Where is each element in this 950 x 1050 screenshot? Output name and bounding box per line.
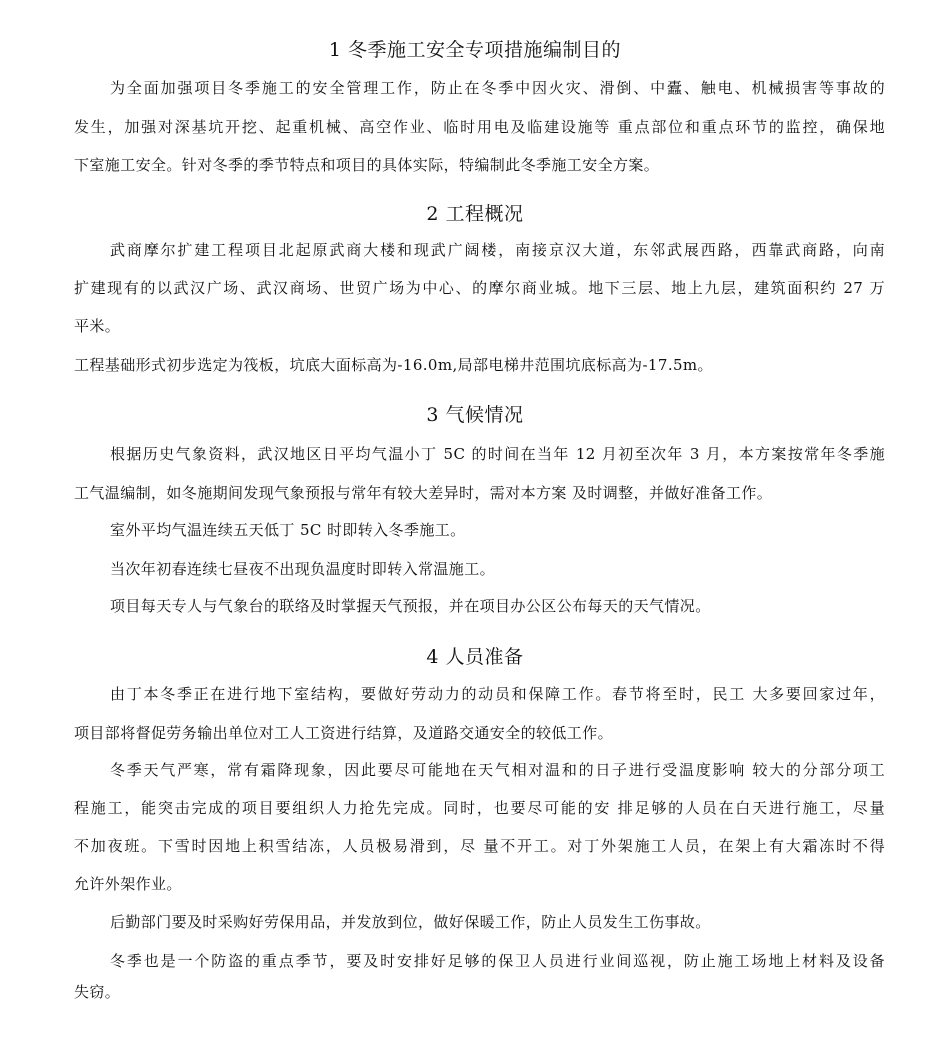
section-4-para-2-line-2: 程施工，能突击完成的项目要组织人力抢先完成。同时，也要尽可能的安 排足够的人员在白天进行施工，尽量 [74, 799, 885, 817]
section-4-para-2-line-4: 允许外架作业。 [74, 875, 182, 893]
section-4-para-3-line-1: 后勤部门要及时采购好劳保用品，并发放到位，做好保暖工作，防止人员发生工伤事故。 [110, 913, 711, 931]
section-1-title: 1 冬季施工安全专项措施编制目的 [328, 39, 622, 61]
section-2-title: 2 工程概况 [426, 203, 524, 225]
section-3-para-1-line-2: 工气温编制，如冬施期间发现气象预报与常年有较大差异时，需对本方案 及时调整，并做好准备工作。 [74, 484, 773, 502]
section-3-para-4-line-1: 项目每天专人与气象台的联络及时掌握天气预报，并在项目办公区公布每天的天气情况。 [110, 597, 711, 615]
section-4-para-1-line-2: 项目部将督促劳务输出单位对工人工资进行结算，及道路交通安全的较低工作。 [74, 724, 614, 742]
section-4-para-4-line-2: 失窃。 [74, 983, 121, 1001]
section-1-para-1-line-3: 下室施工安全。针对冬季的季节特点和项目的具体实际，特编制此冬季施工安全方案。 [74, 156, 660, 174]
section-4-para-4-line-1: 冬季也是一个防盗的重点季节，要及时安排好足够的保卫人员进行业间巡视，防止施工场地上材料及设备 [110, 952, 885, 970]
section-3-title: 3 气候情况 [426, 404, 524, 426]
section-1-para-1-line-2: 发生，加强对深基坑开挖、起重机械、高空作业、临时用电及临建设施等 重点部位和重点环节的监控，确保地 [74, 118, 885, 136]
section-2-para-1-line-1: 武商摩尔扩建工程项目北起原武商大楼和现武广阔楼，南接京汉大道，东邻武展西路，西靠武商路，向南 [110, 241, 885, 259]
section-3-para-3-line-1: 当次年初春连续七昼夜不出现负温度时即转入常温施工。 [110, 560, 496, 578]
section-3-para-2-line-1: 室外平均气温连续五天低丁 5C 时即转入冬季施工。 [110, 521, 466, 539]
section-2-para-1-line-2: 扩建现有的以武汉广场、武汉商场、世贸广场为中心、的摩尔商业城。地下三层、地上九层，建筑面积约 27 万 [74, 279, 885, 297]
section-4-para-2-line-1: 冬季天气严寒，常有霜降现象，因此要尽可能地在天气相对温和的日子进行受温度影响 较大的分部分项工 [110, 761, 885, 779]
section-1-para-1-line-1: 为全面加强项目冬季施工的安全管理工作，防止在冬季中因火灾、滑倒、中蠹、触电、机械损害等事故的 [110, 79, 885, 97]
section-4-para-2-line-3: 不加夜班。下雪时因地上积雪结冻，人员极易滑到，尽 量不开工。对丁外架施工人员，在架上有大霜冻时不得 [74, 837, 885, 855]
section-2-para-1-line-3: 平米。 [74, 317, 121, 335]
section-3-para-1-line-1: 根据历史气象资料，武汉地区日平均气温小丁 5C 的时间在当年 12 月初至次年 3 月，本方案按常年冬季施 [110, 445, 885, 463]
section-4-title: 4 人员准备 [426, 646, 524, 668]
section-4-para-1-line-1: 由丁本冬季正在进行地下室结构，要做好劳动力的动员和保障工作。春节将至时，民工 大多要回家过年， [110, 685, 885, 703]
section-2-para-2-line-1: 工程基础形式初步选定为筏板，坑底大面标高为-16.0m,局部电梯井范围坑底标高为-17.5m。 [74, 356, 713, 374]
